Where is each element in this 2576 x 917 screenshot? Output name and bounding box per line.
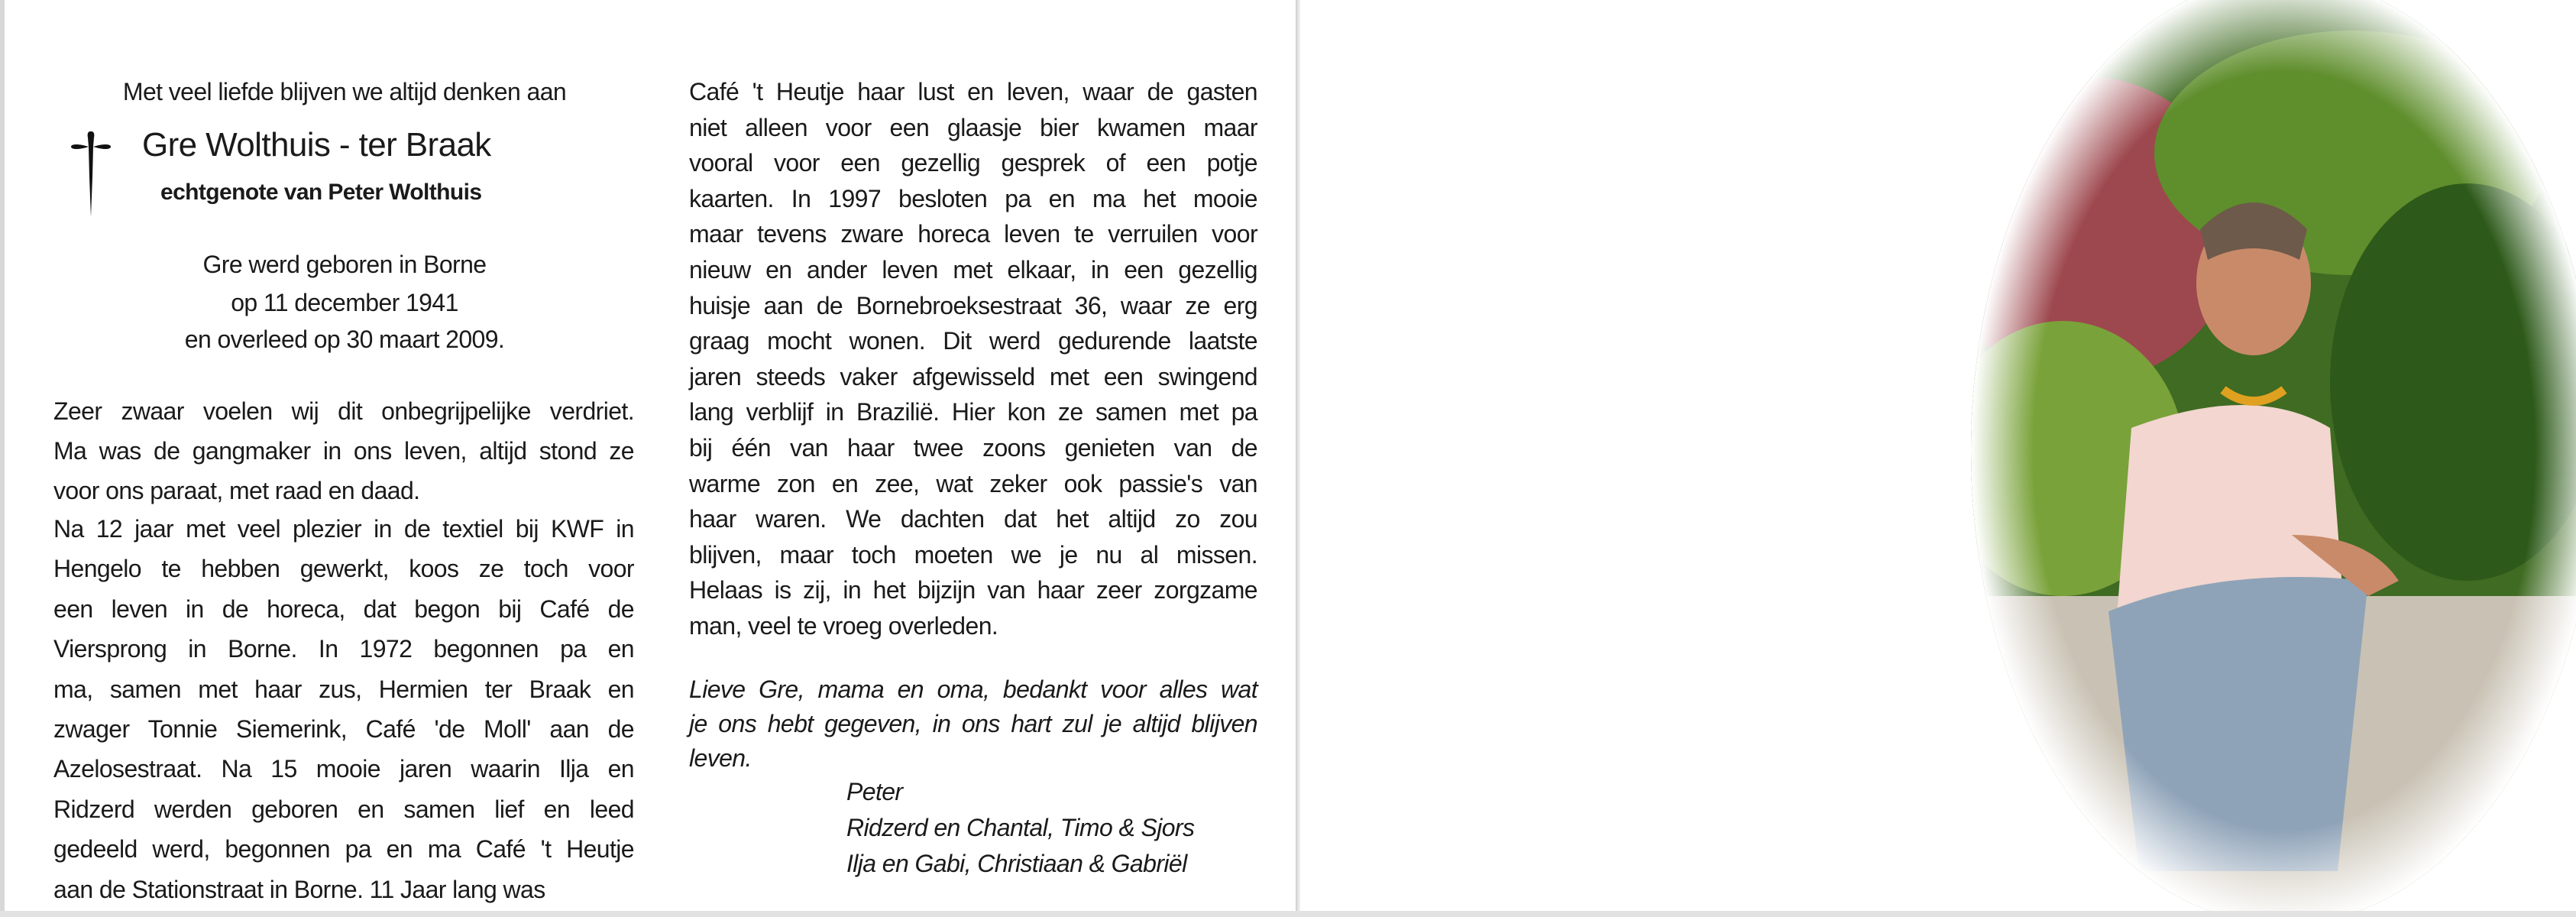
text-line: gedeeld werd, begonnen pa en ma Café 't Heutje (53, 835, 634, 864)
text-line: warme zon en zee, wat zeker ook passie's van (689, 469, 1257, 497)
text-line: huisje aan de Bornebroeksestraat 36, waar ze erg (689, 291, 1257, 319)
text-line: bij één van haar twee zoons genieten van de (689, 434, 1257, 462)
text-line: zwager Tonnie Siemerink, Café 'de Moll' aan de (53, 715, 634, 743)
text-line: Hengelo te hebben gewerkt, koos ze toch voor (53, 555, 634, 583)
text-line: Na 12 jaar met veel plezier in de textiel bij KWF in (53, 515, 634, 543)
text-line: aan de Stationstraat in Borne. 11 Jaar lang was (53, 875, 545, 903)
text-line: jaren steeds vaker afgewisseld met een swingend (689, 362, 1257, 390)
text-line: Peter (846, 778, 903, 805)
text-line: Café 't Heutje haar lust en leven, waar de gasten (689, 78, 1257, 105)
text-line: Viersprong in Borne. In 1972 begonnen pa en (53, 635, 634, 663)
text-line: maar tevens zware horeca leven te verruilen voor (689, 220, 1257, 248)
text-line: man, veel te vroeg overleden. (689, 612, 998, 640)
text-line: kaarten. In 1997 besloten pa en ma het mooie (689, 184, 1257, 212)
portrait-photo (1971, 0, 2576, 917)
text-line: Ridzerd werden geboren en samen lief en leed (53, 795, 634, 823)
text-line: blijven, maar toch moeten we je nu al missen. (689, 540, 1257, 569)
text-line: haar waren. We dachten dat het altijd zo zou (689, 505, 1257, 533)
card-bottom-edge (0, 911, 2576, 917)
text-line: leven. (689, 744, 752, 772)
subtitle: echtgenote van Peter Wolthuis (160, 180, 482, 205)
date-line: op 11 december 1941 (231, 289, 458, 316)
text-line: graag mocht wonen. Dit werd gedurende laatste (689, 327, 1257, 355)
text-line: Helaas is zij, in het bijzijn van haar zeer zorgzame (689, 576, 1257, 604)
text-line: voor ons paraat, met raad en daad. (53, 477, 420, 504)
text-line: Azelosestraat. Na 15 mooie jaren waarin Ilja en (53, 755, 634, 783)
text-line: ma, samen met haar zus, Hermien ter Braak en (53, 675, 634, 703)
intro-text: Met veel liefde blijven we altijd denken aan (122, 78, 567, 105)
text-line: een leven in de horeca, dat begon bij Café de (53, 595, 634, 623)
cross-icon (69, 130, 115, 218)
text-line: vooral voor een gezellig gesprek of een potje (689, 149, 1257, 177)
date-line: en overleed op 30 maart 2009. (184, 326, 505, 353)
text-line: Lieve Gre, mama en oma, bedankt voor alles wat (689, 676, 1257, 703)
date-line: Gre werd geboren in Borne (202, 251, 487, 278)
text-line: Ma was de gangmaker in ons leven, altijd stond ze (53, 437, 634, 465)
text-line: Ridzerd en Chantal, Timo & Sjors (846, 814, 1195, 841)
deceased-name: Gre Wolthuis - ter Braak (142, 126, 491, 164)
text-line: niet alleen voor een glaasje bier kwamen maar (689, 113, 1257, 141)
text-line: je ons hebt gegeven, in ons hart zul je altijd blijven (689, 710, 1257, 737)
text-line: Zeer zwaar voelen wij dit onbegrijpelijke verdriet. (53, 397, 634, 425)
text-line: lang verblijf in Brazilië. Hier kon ze samen met pa (689, 398, 1257, 426)
text-line: Ilja en Gabi, Christiaan & Gabriël (846, 850, 1187, 877)
text-line: nieuw en ander leven met elkaar, in een gezellig (689, 256, 1257, 284)
